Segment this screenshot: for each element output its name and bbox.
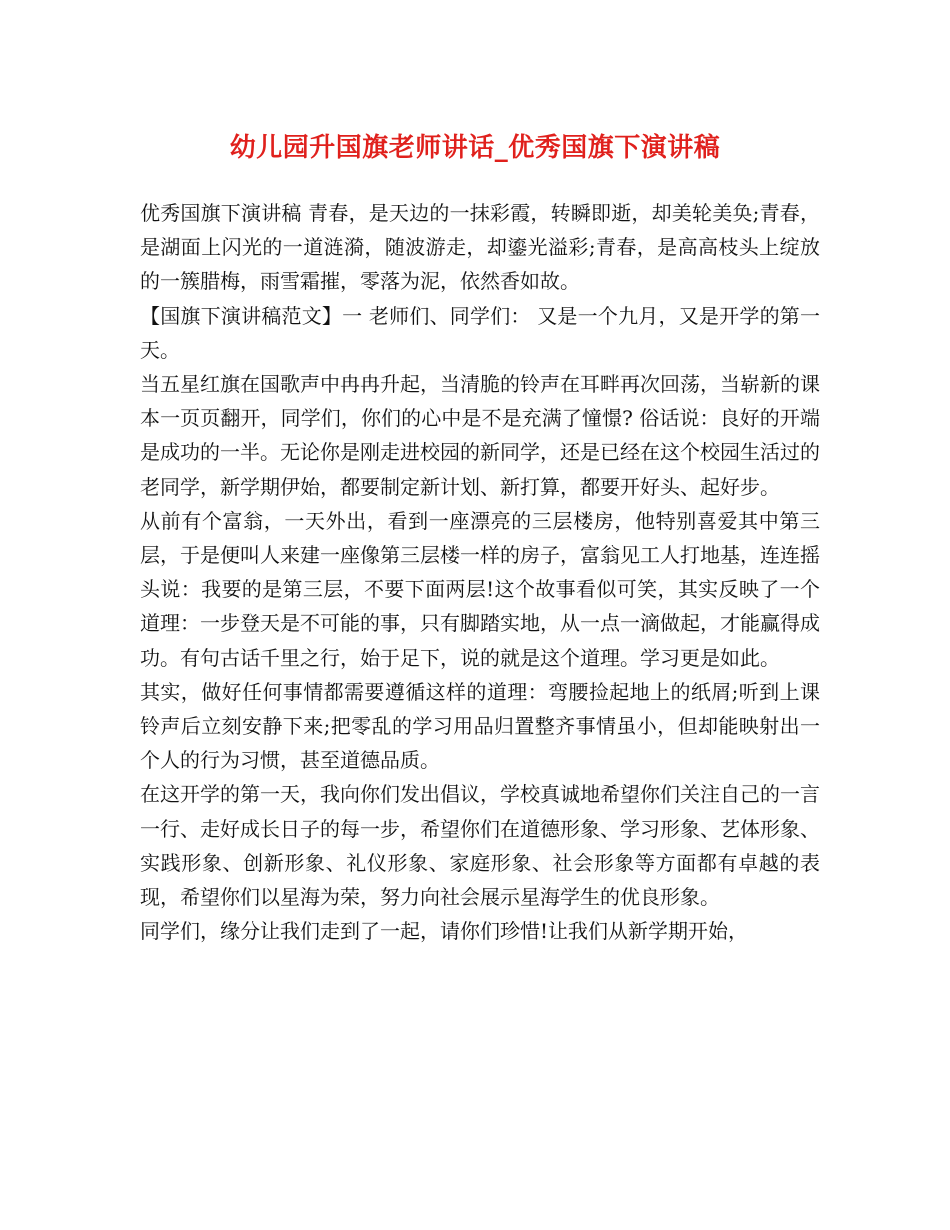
paragraph-1: 优秀国旗下演讲稿 青春，是天边的一抹彩霞，转瞬即逝，却美轮美奂;青春，是湖面上闪光的一道涟漪，随波游走，却鎏光溢彩;青春，是高高枝头上绽放的一簇腊梅，雨雪霜摧，零落为泥，依然香如故。 — [140, 201, 820, 294]
paragraph-6: 在这开学的第一天，我向你们发出倡议，学校真诚地希望你们关注自己的一言一行、走好成长日子的每一步，希望你们在道德形象、学习形象、艺体形象、实践形象、创新形象、礼仪形象、家庭形象、社会形象等方面都有卓越的表现，希望你们以星海为荣，努力向社会展示星海学生的优良形象。 — [140, 782, 820, 910]
paragraph-2: 【国旗下演讲稿范文】一 老师们、同学们： 又是一个九月，又是开学的第一天。 — [140, 303, 820, 362]
paragraph-5: 其实，做好任何事情都需要遵循这样的道理：弯腰捡起地上的纸屑;听到上课铃声后立刻安静下来;把零乱的学习用品归置整齐事情虽小，但却能映射出一个人的行为习惯，甚至道德品质。 — [140, 679, 820, 773]
document-title: 幼儿园升国旗老师讲话_优秀国旗下演讲稿 — [229, 133, 721, 163]
paragraph-4: 从前有个富翁，一天外出，看到一座漂亮的三层楼房，他特别喜爱其中第三层，于是便叫人来建一座像第三层楼一样的房子，富翁见工人打地基，连连摇头说：我要的是第三层，不要下面两层!这个故事看似可笑，其实反映了一个道理：一步登天是不可能的事，只有脚踏实地，从一点一滴做起，才能赢得成功。有句古话千里之行，始于足下，说的就是这个道理。学习更是如此。 — [140, 508, 820, 670]
document-body — [140, 196, 820, 948]
paragraph-7: 同学们，缘分让我们走到了一起，请你们珍惜!让我们从新学期开始， — [140, 919, 749, 944]
paragraph-3: 当五星红旗在国歌声中冉冉升起，当清脆的铃声在耳畔再次回荡，当崭新的课本一页页翻开，同学们，你们的心中是不是充满了憧憬? 俗话说：良好的开端是成功的一半。无论你是刚走进校园的新同学，还是已经在这个校园生活过的老同学，新学期伊始，都要制定新计划、新打算，都要开好头、起好步。 — [140, 372, 820, 499]
